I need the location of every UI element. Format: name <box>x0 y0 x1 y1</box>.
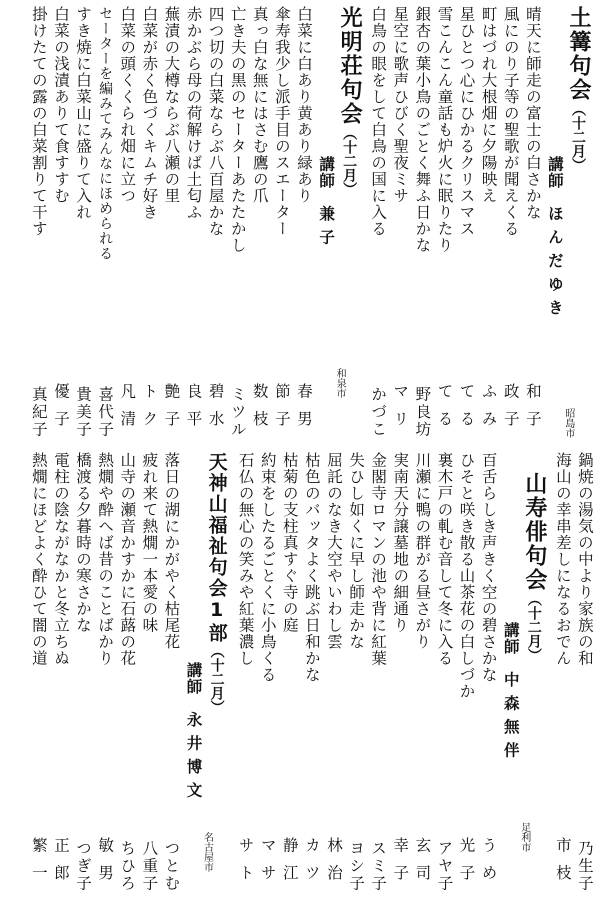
poem: 熱燗にほどよく酔ひて闇の道 繁一 <box>29 452 48 892</box>
poem: すき焼に白菜山に盛りて入れ 貴美子 <box>74 6 93 438</box>
place: 足利市 <box>518 822 530 852</box>
poem: 実南天分譲墓地の細通り 幸子 <box>391 452 410 892</box>
doyou-lecturer: 講師 ほんだゆき 昭島市 <box>545 156 574 438</box>
poem: 熱燗や酔へば昔のことばかり 敏男 <box>96 452 115 892</box>
poem: 銀杏の葉小鳥のごとく舞ふ日かな 野良坊 <box>413 6 432 438</box>
poem: 枯色のバッタよく跳ぶ日和かな カツ <box>302 452 321 892</box>
poem: 白鳥の眼をして白鳥の国に入る かづこ <box>369 6 388 438</box>
doyou-header <box>566 6 596 438</box>
poem: 町はづれ大根畑に夕陽映え ふみ <box>479 6 498 438</box>
poem: 雪こんこん童話も炉火に眠りたり てる <box>435 6 454 438</box>
poem: 川瀬に鴨の群がる昼さがり 玄司 <box>413 452 432 892</box>
poem: 赤かぶら母の荷解けば土匂ふ 良平 <box>184 6 203 438</box>
poem: 疲れ来て熱燗一本愛の味 八重子 <box>140 452 159 892</box>
poem: 失ひし如くに早し師走かな ヨシ子 <box>347 452 366 892</box>
koumei-lecturer: 講師 兼子 和泉市 <box>317 156 346 398</box>
group-title: 土篝句会（十二月） <box>566 6 591 172</box>
sanju-lecturer: 講師 中森無伴 足利市 <box>501 622 530 852</box>
poem: 星空に歌声ひびく聖夜ミサ マリ <box>391 6 410 438</box>
poem: 山寺の瀬音かすかに石蕗の花 ちひろ <box>118 452 137 892</box>
poem: 風にのり子等の聖歌が聞えくる 政子 <box>501 6 520 438</box>
poem: 白菜が赤く色づくキムチ好き トク <box>140 6 159 438</box>
poem: 約束をしたるごとくに小鳥くる マサ <box>258 452 277 892</box>
poem: 鍋焼の湯気の中より家族の和 乃生子 <box>575 452 594 892</box>
poem: 白菜に白あり黄あり緑あり 春男 <box>294 6 313 438</box>
poem: 四つ切の白菜ならぶ八百屋かな 碧水 <box>206 6 225 438</box>
group-title: 光明荘句会（十二月） <box>337 6 363 196</box>
poem: 星ひとつ心にひかるクリスマス てる <box>457 6 476 438</box>
poem: 掛けたての露の白菜割りて干す 真紀子 <box>29 6 48 438</box>
tenjin-lecturer: 講師 永井博文 名古屋市 <box>184 662 213 872</box>
poem: 晴天に師走の富士の白さかな 和子 <box>523 6 542 438</box>
poem: 橋渡る夕暮時の寒さかな つぎ子 <box>74 452 93 892</box>
lower-tier <box>0 452 600 892</box>
poem: 白菜の頭くくられ畑に立つ 凡清 <box>118 6 137 438</box>
poem: 屈託のなき大空やいわし雲 林治 <box>324 452 343 892</box>
poem: 傘寿我少し派手目のスエーター 節子 <box>272 6 291 438</box>
place: 名古屋市 <box>201 832 213 872</box>
poem: 真っ白な無にはさむ鷹の爪 数枝 <box>250 6 269 438</box>
poem: 落日の湖にかがやく枯尾花 つとむ <box>162 452 181 892</box>
group-title: 山寿俳句会（十二月） <box>521 472 547 662</box>
tenjin-header <box>205 452 235 892</box>
poem: 裏木戸の軋む音して冬に入る アヤ子 <box>435 452 454 892</box>
poem: ひそと咲き散る山茶花の白しづか 光子 <box>457 452 476 892</box>
poem: 石仏の無心の笑みや紅葉濃し サト <box>236 452 255 892</box>
place: 昭島市 <box>562 408 574 438</box>
poem: 海山の幸串差しになるおでん 市枝 <box>553 452 572 892</box>
poem: 亡き夫の黒のセーターあたたかし ミツル <box>228 6 247 438</box>
poem: 百舌らしき声きく空の碧さかな うめ <box>479 452 498 892</box>
poem: 電柱の陰ながなかと冬立ちぬ 正郎 <box>51 452 70 892</box>
poem: セーターを編みてみんなにほめられる 喜代子 <box>96 6 115 438</box>
group-title: 天神山福祉句会1部（十二月） <box>205 452 228 714</box>
poem: 白菜の浅漬ありて食すすむ 優子 <box>51 6 70 438</box>
place: 和泉市 <box>334 368 346 398</box>
poem: 金閣寺ロマンの池や背に紅葉 スミ子 <box>369 452 388 892</box>
poem: 枯菊の支柱真すぐ寺の庭 静江 <box>280 452 299 892</box>
poem: 蕪漬の大樽ならぶ八瀬の里 艶子 <box>162 6 181 438</box>
upper-tier <box>0 6 600 438</box>
